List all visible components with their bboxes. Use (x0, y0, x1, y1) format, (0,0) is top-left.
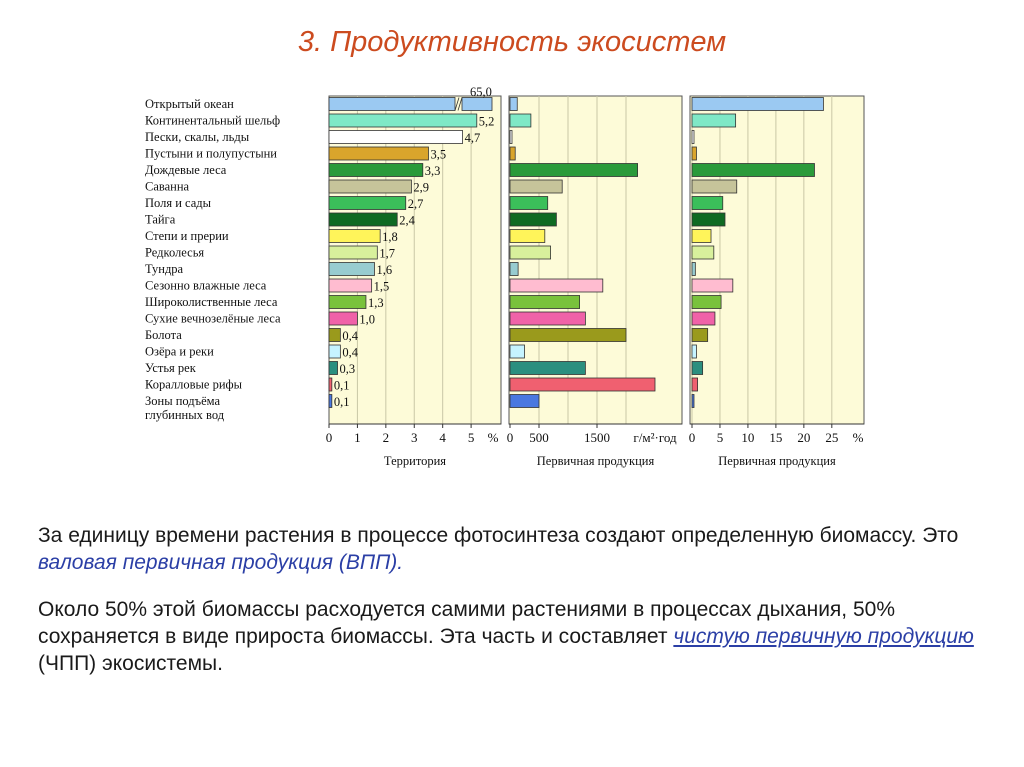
bar (510, 164, 638, 177)
bar (692, 312, 715, 325)
category-label: Пустыни и полупустыни (145, 146, 277, 161)
x-tick-label: 4 (439, 430, 446, 445)
bar-value-label: 1,7 (379, 246, 395, 261)
term-npp: чистую первичную продукцию (673, 625, 974, 648)
bar (510, 279, 603, 292)
panel-background (690, 96, 864, 424)
category-label: Устья рек (145, 361, 196, 375)
paragraph-npp-text: Около 50% этой биомассы расходуется самими растениями в процессах дыхания, 50% сохраняется в виде прироста биомассы. Эта часть и составляет (38, 598, 896, 648)
bar (329, 312, 357, 325)
category-label: Озёра и реки (145, 344, 214, 359)
bar (329, 329, 340, 342)
bar-value-label: 1,3 (367, 296, 384, 310)
bar-value-label: 65,0 (470, 85, 492, 99)
bar (510, 98, 517, 111)
x-unit-label: % (852, 430, 864, 445)
bar-continued (462, 98, 492, 111)
bar (692, 147, 696, 160)
bar-value-label: 1,5 (373, 279, 390, 294)
category-label: Редколесья (145, 245, 205, 260)
category-label: Коралловые рифы (145, 377, 243, 392)
x-unit-label: % (487, 430, 499, 445)
bar (692, 180, 737, 193)
paragraph-npp-tail: (ЧПП) экосистемы. (38, 652, 223, 675)
bar (329, 395, 332, 408)
x-tick-label: 10 (741, 430, 755, 445)
bar (510, 329, 626, 342)
paragraph-gpp (38, 522, 998, 576)
bar (329, 230, 380, 243)
bar (692, 296, 721, 309)
bar (510, 114, 531, 127)
x-tick-label: 20 (797, 430, 811, 445)
bar (510, 296, 580, 309)
bar (329, 98, 455, 111)
bar (510, 345, 525, 358)
bar (329, 180, 411, 193)
bar (692, 114, 736, 127)
category-label: Тундра (145, 262, 184, 276)
category-label: Пески, скалы, льды (145, 130, 250, 144)
bar (329, 296, 366, 309)
bar (692, 197, 723, 210)
term-gpp: валовая первичная продукция (ВПП). (38, 551, 404, 574)
bar-value-label: 5,2 (478, 114, 495, 129)
paragraph-npp (38, 596, 998, 677)
category-label: Континентальный шельф (145, 113, 281, 128)
category-label: Дождевые леса (145, 163, 227, 177)
bar (329, 197, 406, 210)
x-tick-label: 5 (467, 430, 475, 445)
bar (510, 131, 512, 144)
bar (329, 362, 338, 375)
bar-value-label: 0,1 (333, 378, 350, 393)
bar (692, 230, 711, 243)
bar (510, 147, 515, 160)
x-tick-label: 25 (825, 430, 839, 445)
bar (329, 345, 340, 358)
category-label: Поля и сады (145, 196, 212, 210)
category-label: Широколиственные леса (145, 295, 278, 309)
bar (692, 98, 823, 111)
x-tick-label: 1 (354, 430, 361, 445)
bar (692, 213, 725, 226)
x-unit-label: г/м²·год (633, 430, 677, 445)
bar (510, 395, 539, 408)
bar (510, 197, 548, 210)
bar (329, 147, 428, 160)
bar (692, 395, 694, 408)
bar-value-label: 3,5 (430, 147, 447, 162)
category-label: Болота (145, 328, 182, 342)
bar-value-label: 1,6 (376, 263, 393, 277)
bar (510, 246, 551, 259)
bar-value-label: 2,4 (399, 213, 415, 228)
bar (692, 263, 695, 276)
category-label: Тайга (145, 212, 176, 227)
category-label: Сезонно влажные леса (145, 278, 267, 293)
bar (692, 131, 694, 144)
x-tick-label: 0 (506, 430, 514, 445)
bar-value-label: 2,9 (413, 180, 430, 195)
category-label: Саванна (145, 179, 190, 194)
bar (329, 114, 477, 127)
bar (329, 263, 374, 276)
bar (510, 230, 545, 243)
bar (329, 279, 372, 292)
bar-value-label: 3,3 (424, 164, 441, 178)
bar (692, 164, 814, 177)
bar (329, 378, 332, 391)
bar (510, 263, 518, 276)
bar-value-label: 1,8 (382, 230, 398, 244)
bar-value-label: 4,7 (464, 131, 481, 145)
category-label: глубинных вод (145, 408, 225, 422)
bar (510, 378, 655, 391)
bar (510, 213, 556, 226)
bar (692, 279, 733, 292)
bar (329, 131, 463, 144)
bar-value-label: 0,4 (342, 345, 358, 360)
bar (329, 164, 423, 177)
bar-value-label: 2,7 (407, 197, 424, 211)
bar-value-label: 0,1 (333, 395, 350, 409)
x-tick-label: 3 (411, 430, 418, 445)
bar (510, 312, 585, 325)
panel-xlabel: Территория (383, 454, 447, 468)
category-label: Степи и прерии (145, 229, 229, 243)
bar (692, 378, 698, 391)
bar (510, 362, 585, 375)
x-tick-label: 0 (325, 430, 333, 445)
bar (692, 345, 696, 358)
panel-xlabel: Первичная продукция (536, 454, 655, 468)
bar-value-label: 0,3 (339, 362, 356, 376)
x-tick-label: 0 (688, 430, 696, 445)
panel-xlabel: Первичная продукция (718, 454, 836, 468)
bar (329, 213, 397, 226)
paragraph-gpp-text: За единицу времени растения в процессе фотосинтеза создают определенную биомассу. Это (38, 524, 959, 547)
slide-title: 3. Продуктивность экосистем (297, 26, 727, 58)
bar (692, 329, 708, 342)
bar (329, 246, 377, 259)
bar-value-label: 0,4 (342, 329, 358, 343)
category-label: Зоны подъёма (145, 394, 221, 408)
category-label: Открытый океан (145, 97, 234, 111)
bar (692, 362, 703, 375)
x-tick-label: 15 (769, 430, 783, 445)
x-tick-label: 2 (382, 430, 390, 445)
x-tick-label: 500 (529, 430, 549, 445)
bar (692, 246, 714, 259)
x-tick-label: 5 (716, 430, 724, 445)
x-tick-label: 1500 (584, 430, 610, 445)
bar-value-label: 1,0 (359, 312, 376, 327)
bar (510, 180, 562, 193)
category-label: Сухие вечнозелёные леса (145, 311, 281, 326)
